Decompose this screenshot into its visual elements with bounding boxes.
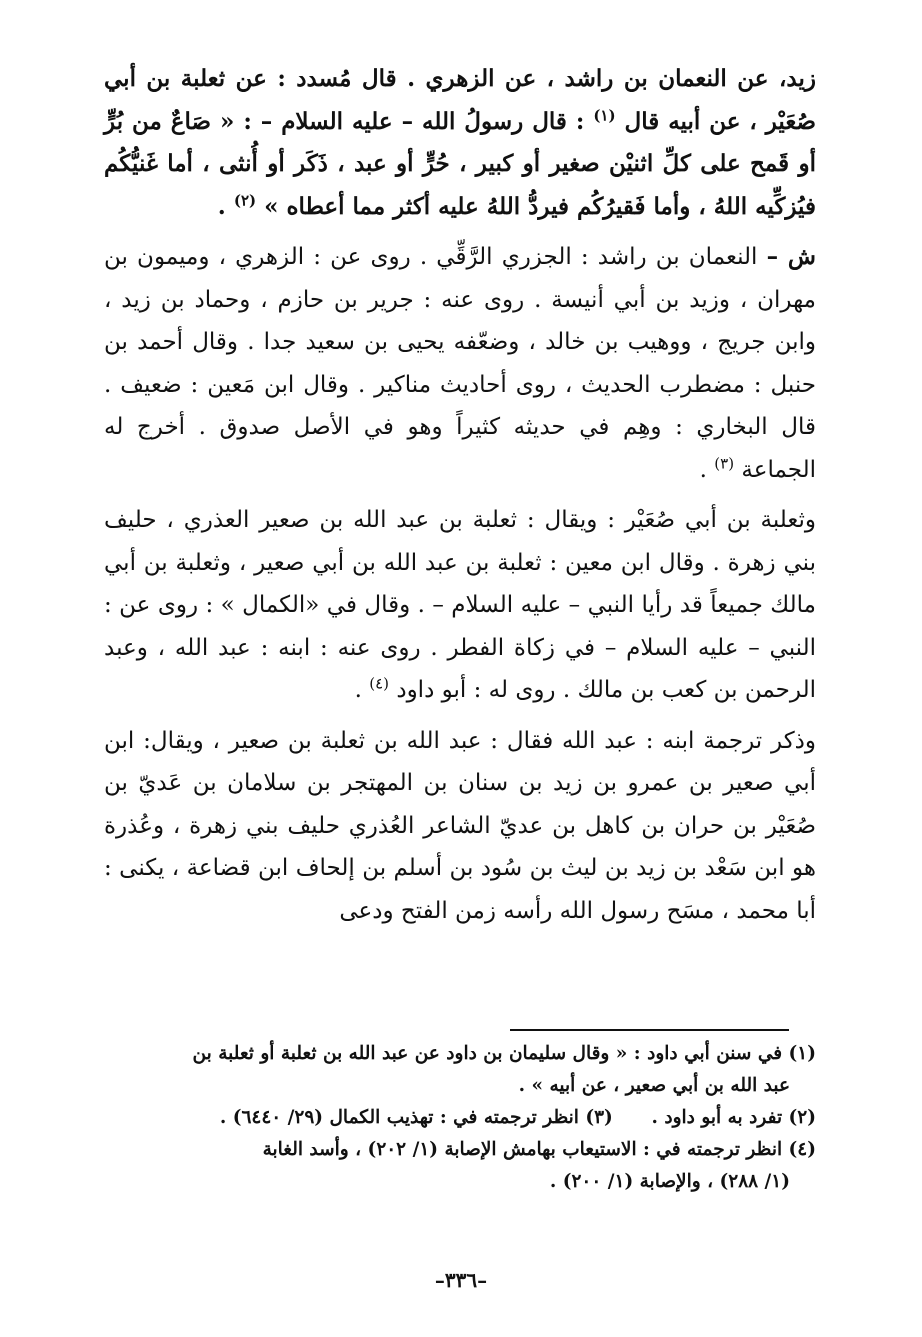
commentary-end: . [699, 456, 707, 483]
commentary-paragraph-son [104, 720, 816, 933]
page-number: –٣٣٦– [434, 1268, 488, 1292]
hadith-text-continued: : قال رسولُ الله – عليه السلام – : « صَاعٌ من بُرٍّ أو قَمح على كلِّ اثنيْن صغير أو كبير ، حُرٍّ أو عبد ، ذَكَر أو أُنثى ، أما غَنيُّكُم فيُزكِّيه اللهُ ، وأما فَقيرُكُم فيردُّ اللهُ عليه أكثر مما أعطاه » [104, 107, 816, 220]
son-text: وذكر ترجمة ابنه : عبد الله فقال : عبد الله بن ثعلبة بن صعير ، ويقال: ابن أبي صعير بن عمرو بن زيد بن سنان بن المهتجر بن سلامان بن عَديّ بن صُعَيْر بن حران بن كاهل بن عديّ الشاعر العُذري حليف بني زهرة ، وعُذرة هو ابن سَعْد بن زيد بن ليث بن سُود بن أسلم بن إلحاف ابن قضاعة ، يكنى : أبا محمد ، مسَح رسول الله رأسه زمن الفتح ودعى [104, 727, 816, 924]
footnote-ref-4[interactable]: (٤) [369, 674, 390, 693]
hadith-text: زيد، عن النعمان بن راشد ، عن الزهري . قال مُسدد : عن ثعلبة بن أبي صُعَيْر ، عن أبيه قال [104, 65, 817, 135]
footnote-divider [510, 1029, 789, 1031]
footnote-4 [104, 1134, 816, 1198]
commentary-paragraph-narrator [104, 236, 816, 491]
footnote-1-line-1: (١) في سنن أبي داود : « وقال سليمان بن داود عن عبد الله بن ثعلبة أو ثعلبة بن [192, 1043, 816, 1064]
hadith-end: . [217, 192, 226, 220]
thalaba-text: وثعلبة بن أبي صُعَيْر : ويقال : ثعلبة بن عبد الله بن صعير العذري ، حليف بني زهرة . وقال ابن معين : ثعلبة بن عبد الله بن أبي صعير ، وثعلبة بن أبي مالك جميعاً قد رأيا النبي – عليه السلام – . وقال في «الكمال » : روى عن : النبي – عليه السلام – في زكاة الفطر . روى عنه : ابنه : عبد الله ، وعبد الرحمن بن كعب بن مالك . روى له : أبو داود [104, 507, 816, 703]
footnote-4-line-1: (٤) انظر ترجمته في : الاستيعاب بهامش الإصابة (١/ ٢٠٢) ، وأسد الغابة [262, 1139, 816, 1160]
footnote-ref-3[interactable]: (٣) [714, 453, 735, 472]
footnote-1 [104, 1038, 816, 1102]
commentary-marker: ش – [766, 243, 816, 270]
footnote-2-3 [104, 1102, 816, 1134]
footnote-ref-2[interactable]: (٢) [233, 190, 257, 209]
thalaba-end: . [354, 677, 362, 703]
page-body [104, 58, 816, 932]
hadith-paragraph [104, 58, 816, 228]
footnote-ref-1[interactable]: (١) [593, 105, 616, 124]
footnote-1-line-2: عبد الله بن أبي صعير ، عن أبيه » . [518, 1075, 790, 1096]
footnote-4-line-2: (١/ ٢٨٨) ، والإصابة (١/ ٢٠٠) . [549, 1171, 790, 1192]
footnote-2: (٢) تفرد به أبو داود . [651, 1107, 816, 1128]
footnote-3: (٣) انظر ترجمته في : تهذيب الكمال (٢٩/ ٦٤٤٠) . [219, 1107, 613, 1128]
commentary-text: النعمان بن راشد : الجزري الرَّقِّي . روى عن : الزهري ، وميمون بن مهران ، وزيد بن أبي أنيسة . روى عنه : جرير بن حازم ، وحماد بن زيد ، وابن جريج ، ووهيب بن خالد ، وضعّفه يحيى بن سعيد جدا . وقال أحمد بن حنبل : مضطرب الحديث ، روى أحاديث مناكير . وقال ابن مَعين : ضعيف . قال البخاري : وهِم في حديثه كثيراً وهو في الأصل صدوق . أخرج له الجماعة [104, 244, 816, 483]
commentary-paragraph-thalaba [104, 499, 816, 712]
footnotes [104, 1038, 816, 1198]
